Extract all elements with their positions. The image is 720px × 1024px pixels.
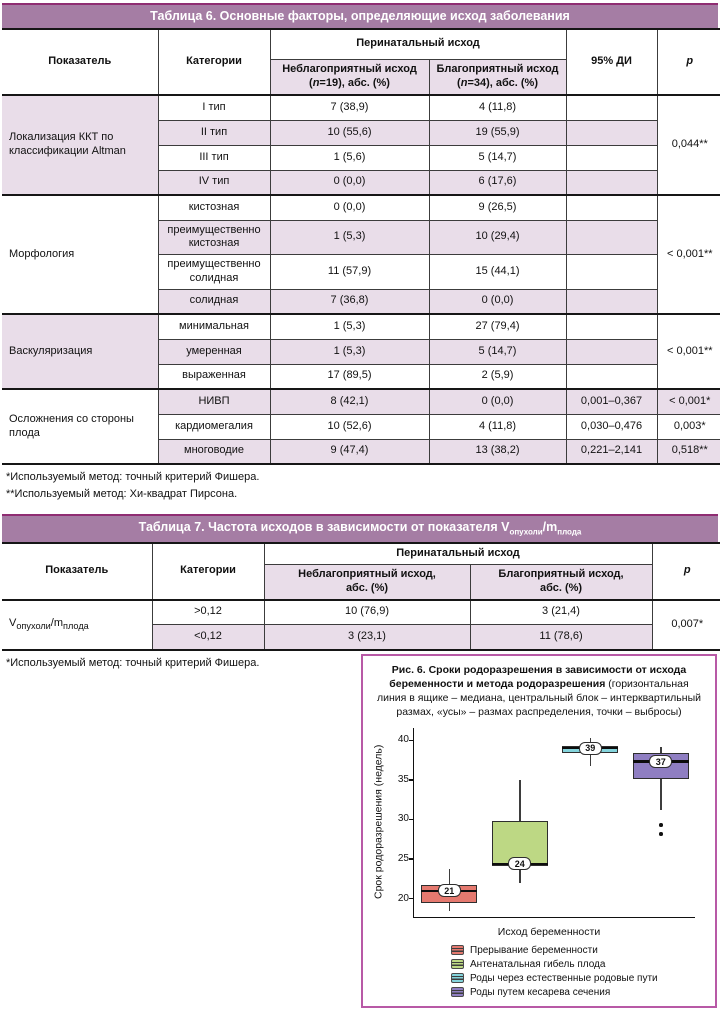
table-row bbox=[2, 314, 720, 339]
cell-category: кардиомегалия bbox=[158, 414, 270, 439]
y-tick-label: 35 bbox=[397, 773, 409, 785]
table6-col-adverse: Неблагоприятный исход (n=19), абс. (%) bbox=[270, 59, 429, 95]
cell-ci bbox=[566, 339, 657, 364]
cell-adverse: 1 (5,6) bbox=[270, 145, 429, 170]
outlier-point bbox=[659, 832, 663, 836]
y-tick bbox=[409, 898, 414, 899]
cell-category: кистозная bbox=[158, 195, 270, 220]
table7 bbox=[2, 542, 720, 651]
footnote: **Используемый метод: Хи-квадрат Пирсона. bbox=[6, 488, 238, 501]
y-tick bbox=[409, 740, 414, 741]
legend-label: Антенатальная гибель плода bbox=[470, 958, 606, 970]
cell-p: 0,007* bbox=[652, 600, 720, 650]
table7-title: Таблица 7. Частота исходов в зависимости от показателя $V_{опухоли}/m_{плода}$ bbox=[138, 520, 582, 537]
legend-swatch-icon bbox=[451, 987, 464, 997]
x-axis-label: Исход беременности bbox=[497, 926, 601, 939]
legend-swatch-icon bbox=[451, 973, 464, 983]
cell-adverse: 3 (23,1) bbox=[264, 625, 470, 650]
y-tick-label: 40 bbox=[397, 734, 409, 746]
cell-ci: 0,001–0,367 bbox=[566, 389, 657, 414]
table6-body bbox=[2, 95, 720, 464]
legend-item bbox=[451, 957, 715, 971]
y-tick-label: 25 bbox=[397, 853, 409, 865]
cell-favorable: 9 (26,5) bbox=[429, 195, 566, 220]
legend-item bbox=[451, 971, 715, 985]
table-row bbox=[2, 195, 720, 220]
cell-ci bbox=[566, 314, 657, 339]
cell-adverse: 7 (36,8) bbox=[270, 289, 429, 314]
cell-category: НИВП bbox=[158, 389, 270, 414]
table6-col-favorable: Благоприятный исход (n=34), абс. (%) bbox=[429, 59, 566, 95]
cell-p: < 0,001** bbox=[657, 195, 720, 314]
table7-col-categories: Категории bbox=[152, 543, 264, 600]
table-row bbox=[2, 95, 720, 120]
cell-adverse: 0 (0,0) bbox=[270, 170, 429, 195]
cell-ci bbox=[566, 145, 657, 170]
cell-category: многоводие bbox=[158, 439, 270, 464]
cell-adverse: 8 (42,1) bbox=[270, 389, 429, 414]
cell-ci bbox=[566, 95, 657, 120]
cell-favorable: 4 (11,8) bbox=[429, 95, 566, 120]
median-label: 39 bbox=[579, 742, 602, 755]
cell-favorable: 0 (0,0) bbox=[429, 389, 566, 414]
cell-indicator: Осложнения со стороны плода bbox=[2, 389, 158, 464]
table6-title-band bbox=[2, 3, 718, 28]
table6-col-indicator: Показатель bbox=[2, 29, 158, 95]
cell-ci: 0,030–0,476 bbox=[566, 414, 657, 439]
y-tick bbox=[409, 819, 414, 820]
cell-ci: 0,221–2,141 bbox=[566, 439, 657, 464]
cell-ci bbox=[566, 255, 657, 290]
cell-ci bbox=[566, 220, 657, 255]
cell-category: преимущественно солидная bbox=[158, 255, 270, 290]
figure-caption: Рис. 6. Сроки родоразрешения в зависимости от исхода беременности и метода родоразрешения (горизонтальная линия в ящике – медиана, центральный блок – интерквартильный размах, «усы» – размах распределения, точки – выбросы) bbox=[377, 664, 701, 718]
cell-adverse: 1 (5,3) bbox=[270, 220, 429, 255]
outlier-point bbox=[659, 823, 663, 827]
y-tick bbox=[409, 858, 414, 859]
cell-indicator: $V_{опухоли}/m_{плода}$ bbox=[2, 600, 152, 650]
y-tick-label: 30 bbox=[397, 813, 409, 825]
cell-category: солидная bbox=[158, 289, 270, 314]
table7-title-band bbox=[2, 514, 718, 542]
cell-adverse: 10 (52,6) bbox=[270, 414, 429, 439]
cell-favorable: 5 (14,7) bbox=[429, 145, 566, 170]
cell-p: < 0,001* bbox=[657, 389, 720, 414]
legend-label: Роды путем кесарева сечения bbox=[470, 986, 611, 998]
footnote: *Используемый метод: точный критерий Фишера. bbox=[6, 471, 260, 483]
legend-swatch-icon bbox=[451, 959, 464, 969]
cell-favorable: 0 (0,0) bbox=[429, 289, 566, 314]
plot-area bbox=[397, 728, 695, 918]
cell-p: 0,003* bbox=[657, 414, 720, 439]
table7-col-p: p bbox=[652, 543, 720, 600]
cell-favorable: 3 (21,4) bbox=[470, 600, 652, 625]
cell-ci bbox=[566, 195, 657, 220]
cell-adverse: 7 (38,9) bbox=[270, 95, 429, 120]
table-row bbox=[2, 600, 720, 625]
cell-ci bbox=[566, 120, 657, 145]
median-label: 24 bbox=[508, 857, 531, 870]
table7-col-indicator: Показатель bbox=[2, 543, 152, 600]
cell-category: II тип bbox=[158, 120, 270, 145]
cell-adverse: 0 (0,0) bbox=[270, 195, 429, 220]
y-axis-label: Срок родоразрешения (недель) bbox=[372, 745, 385, 900]
legend-swatch-icon bbox=[451, 945, 464, 955]
cell-category: >0,12 bbox=[152, 600, 264, 625]
cell-favorable: 27 (79,4) bbox=[429, 314, 566, 339]
cell-category: минимальная bbox=[158, 314, 270, 339]
cell-adverse: 17 (89,5) bbox=[270, 364, 429, 389]
median-label: 37 bbox=[649, 755, 672, 768]
cell-favorable: 10 (29,4) bbox=[429, 220, 566, 255]
cell-indicator: Локализация ККТ по классификации Altman bbox=[2, 95, 158, 195]
legend-label: Роды через естественные родовые пути bbox=[470, 972, 658, 984]
table7-col-adverse: Неблагоприятный исход, абс. (%) bbox=[264, 565, 470, 600]
median-label: 21 bbox=[438, 884, 461, 897]
cell-favorable: 11 (78,6) bbox=[470, 625, 652, 650]
cell-adverse: 10 (76,9) bbox=[264, 600, 470, 625]
cell-category: IV тип bbox=[158, 170, 270, 195]
table6-col-perinatal: Перинатальный исход bbox=[270, 29, 566, 59]
table6-footnotes bbox=[2, 465, 718, 503]
table6-title: Таблица 6. Основные факторы, определяющие исход заболевания bbox=[150, 9, 570, 23]
cell-ci bbox=[566, 364, 657, 389]
table7-body bbox=[2, 600, 720, 650]
cell-indicator: Морфология bbox=[2, 195, 158, 314]
cell-category: <0,12 bbox=[152, 625, 264, 650]
cell-category: преимущественно кистозная bbox=[158, 220, 270, 255]
table6-col-p: p bbox=[657, 29, 720, 95]
cell-favorable: 19 (55,9) bbox=[429, 120, 566, 145]
legend-item bbox=[451, 943, 715, 957]
table6-col-categories: Категории bbox=[158, 29, 270, 95]
cell-category: I тип bbox=[158, 95, 270, 120]
table-row bbox=[2, 389, 720, 414]
cell-indicator: Васкуляризация bbox=[2, 314, 158, 389]
cell-p: < 0,001** bbox=[657, 314, 720, 389]
figure-6 bbox=[361, 654, 717, 1008]
table7-col-favorable: Благоприятный исход, абс. (%) bbox=[470, 565, 652, 600]
y-tick bbox=[409, 779, 414, 780]
table7-col-perinatal: Перинатальный исход bbox=[264, 543, 652, 565]
cell-favorable: 15 (44,1) bbox=[429, 255, 566, 290]
cell-ci bbox=[566, 170, 657, 195]
footnote: *Используемый метод: точный критерий Фишера. bbox=[6, 656, 260, 669]
cell-favorable: 6 (17,6) bbox=[429, 170, 566, 195]
cell-p: 0,044** bbox=[657, 95, 720, 195]
legend-item bbox=[451, 985, 715, 999]
cell-category: III тип bbox=[158, 145, 270, 170]
y-tick-label: 20 bbox=[397, 892, 409, 904]
cell-p: 0,518** bbox=[657, 439, 720, 464]
legend-label: Прерывание беременности bbox=[470, 944, 598, 956]
table6 bbox=[2, 28, 720, 465]
boxplot bbox=[363, 724, 715, 920]
table6-col-ci: 95% ДИ bbox=[566, 29, 657, 95]
cell-adverse: 11 (57,9) bbox=[270, 255, 429, 290]
cell-adverse: 10 (55,6) bbox=[270, 120, 429, 145]
cell-category: выраженная bbox=[158, 364, 270, 389]
legend bbox=[451, 943, 715, 999]
cell-adverse: 1 (5,3) bbox=[270, 339, 429, 364]
cell-favorable: 13 (38,2) bbox=[429, 439, 566, 464]
cell-adverse: 9 (47,4) bbox=[270, 439, 429, 464]
cell-ci bbox=[566, 289, 657, 314]
cell-category: умеренная bbox=[158, 339, 270, 364]
cell-favorable: 4 (11,8) bbox=[429, 414, 566, 439]
cell-favorable: 2 (5,9) bbox=[429, 364, 566, 389]
cell-favorable: 5 (14,7) bbox=[429, 339, 566, 364]
cell-adverse: 1 (5,3) bbox=[270, 314, 429, 339]
